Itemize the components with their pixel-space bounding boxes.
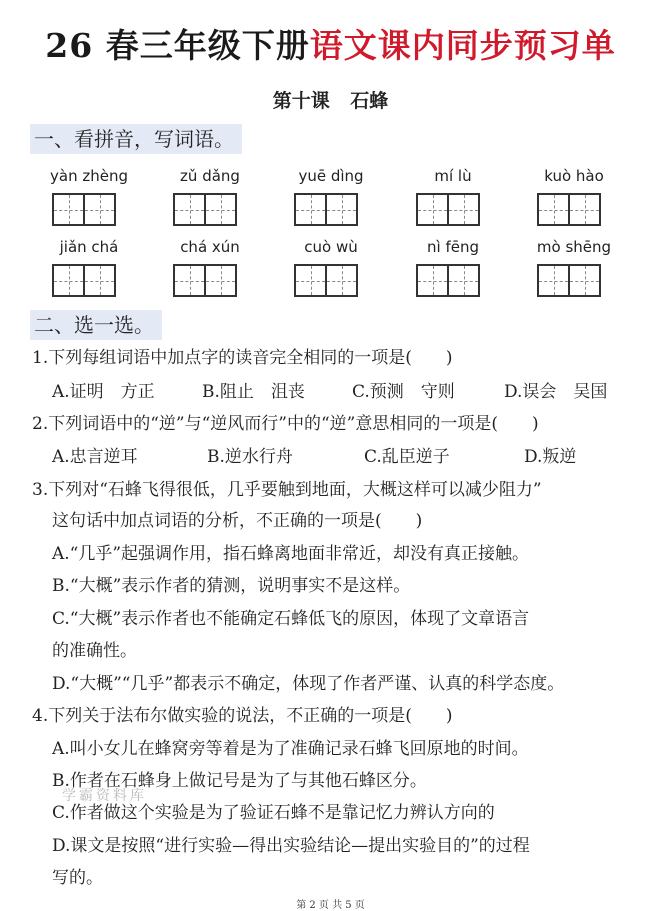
option-c: C.预测 守则 [352, 382, 455, 402]
watermark: 学霸资料库 [62, 788, 147, 804]
pinyin-text: zǔ dǎng [180, 167, 240, 185]
title-subject: 语文课内同步预习单 [309, 26, 616, 65]
lesson-title: 第十课 石蜂 [272, 90, 389, 112]
writing-boxes [537, 264, 599, 297]
writing-box [294, 264, 327, 297]
pinyin-item [173, 237, 283, 257]
writing-box [173, 193, 206, 226]
pinyin-item [537, 237, 647, 257]
question-3-option-a: A.“几乎”起强调作用，指石蜂离地面非常近，却没有真正接触。 [52, 544, 530, 564]
pinyin-text: mò shēng [536, 238, 612, 256]
writing-box [325, 264, 358, 297]
writing-box [537, 264, 570, 297]
question-3-stem-line2: 这句话中加点词语的分析，不正确的一项是( ) [52, 511, 423, 531]
writing-boxes [294, 264, 356, 297]
question-2-options [52, 446, 652, 468]
question-3-stem-line1: 3.下列对“石蜂飞得很低，几乎要触到地面，大概这样可以减少阻力” [32, 480, 542, 500]
question-3-option-c-line1: C.“大概”表示作者也不能确定石蜂低飞的原因，体现了文章语言 [52, 609, 530, 629]
page-footer: 第 2 页 共 5 页 [296, 900, 365, 911]
question-4-stem: 4.下列关于法布尔做实验的说法，不正确的一项是( ) [32, 706, 453, 726]
writing-boxes [173, 264, 235, 297]
writing-box [294, 193, 327, 226]
writing-box [204, 193, 237, 226]
writing-boxes [52, 193, 114, 226]
pinyin-item [52, 237, 162, 257]
pinyin-item [537, 166, 647, 186]
question-4-option-a: A.叫小女儿在蜂窝旁等着是为了准确记录石蜂飞回原地的时间。 [52, 739, 529, 759]
question-4-option-d-line2: 写的。 [52, 868, 103, 888]
writing-boxes [416, 264, 478, 297]
writing-box [83, 264, 116, 297]
writing-box [568, 264, 601, 297]
pinyin-item [294, 237, 404, 257]
question-2-stem: 2.下列词语中的“逆”与“逆风而行”中的“逆”意思相同的一项是( ) [32, 414, 539, 434]
writing-box [416, 264, 449, 297]
section1-heading: 一、看拼音，写词语。 [30, 124, 242, 154]
question-1-options [52, 381, 652, 403]
pinyin-text: yuē dìng [298, 167, 364, 185]
option-c: C.乱臣逆子 [364, 447, 450, 467]
option-b: B.逆水行舟 [207, 447, 293, 467]
pinyin-text: nì fēng [427, 238, 479, 256]
writing-box [568, 193, 601, 226]
option-d: D.误会 吴国 [504, 382, 608, 402]
pinyin-text: jiǎn chá [59, 238, 119, 256]
writing-boxes [173, 193, 235, 226]
pinyin-text: cuò wù [304, 238, 358, 256]
writing-box [416, 193, 449, 226]
question-3-option-c-line2: 的准确性。 [52, 641, 137, 661]
pinyin-item [52, 166, 162, 186]
writing-boxes [416, 193, 478, 226]
pinyin-item [294, 166, 404, 186]
writing-box [447, 264, 480, 297]
option-b: B.阻止 沮丧 [202, 382, 305, 402]
writing-box [83, 193, 116, 226]
writing-box [537, 193, 570, 226]
question-3-option-b: B.“大概”表示作者的猜测，说明事实不是这样。 [52, 576, 411, 596]
option-a: A.证明 方正 [52, 382, 155, 402]
question-4-option-b: B.作者在石蜂身上做记号是为了与其他石蜂区分。 [52, 771, 427, 791]
section2-heading: 二、选一选。 [30, 310, 162, 340]
writing-box [325, 193, 358, 226]
pinyin-item [416, 166, 526, 186]
writing-box [52, 193, 85, 226]
writing-boxes [537, 193, 599, 226]
question-4-option-c: C.作者做这个实验是为了验证石蜂不是靠记忆力辨认方向的 [52, 803, 495, 823]
writing-box [173, 264, 206, 297]
writing-box [204, 264, 237, 297]
question-3-option-d: D.“大概”“几乎”都表示不确定，体现了作者严谨、认真的科学态度。 [52, 674, 565, 694]
option-a: A.忠言逆耳 [52, 447, 138, 467]
pinyin-text: mí lù [434, 167, 472, 185]
option-d: D.叛逆 [524, 447, 577, 467]
question-1-stem: 1.下列每组词语中加点字的读音完全相同的一项是( ) [32, 348, 453, 368]
pinyin-item [416, 237, 526, 257]
writing-boxes [294, 193, 356, 226]
writing-boxes [52, 264, 114, 297]
writing-box [447, 193, 480, 226]
page-title [0, 20, 661, 67]
writing-box [52, 264, 85, 297]
title-grade: 26 春三年级下册 [45, 26, 310, 65]
pinyin-text: kuò hào [544, 167, 604, 185]
pinyin-text: yàn zhèng [50, 167, 128, 185]
pinyin-text: chá xún [180, 238, 240, 256]
pinyin-item [173, 166, 283, 186]
question-4-option-d-line1: D.课文是按照“进行实验—得出实验结论—提出实验目的”的过程 [52, 836, 530, 856]
